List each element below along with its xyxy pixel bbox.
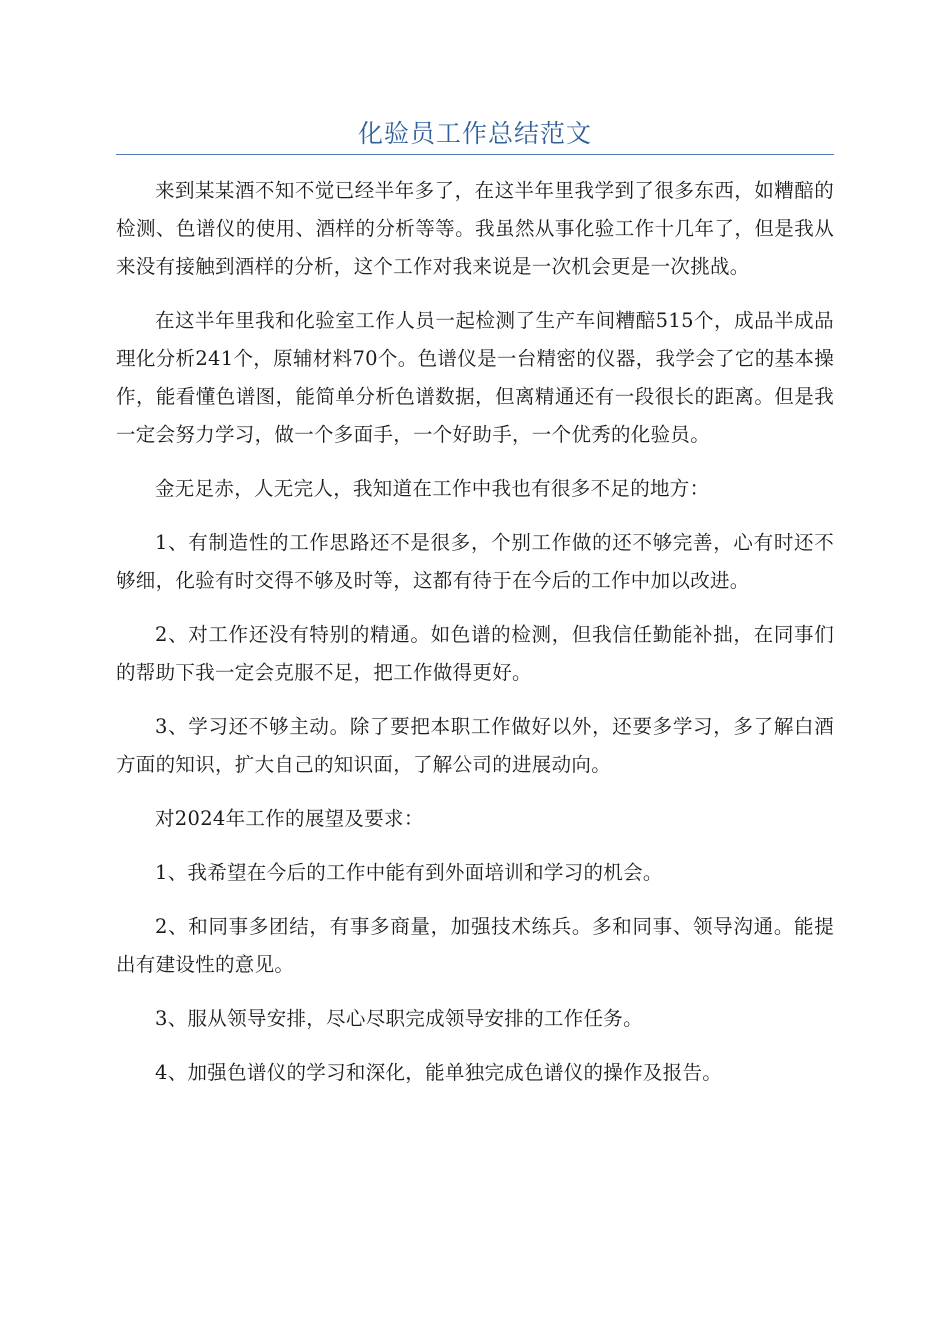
paragraph-shortcoming-2: 2、对工作还没有特别的精通。如色谱的检测，但我信任勤能补拙，在同事们的帮助下我一定会克服不足，把工作做得更好。 <box>116 623 834 684</box>
paragraph-intro: 来到某某酒不知不觉已经半年多了，在这半年里我学到了很多东西，如糟醅的检测、色谱仪的使用、酒样的分析等等。我虽然从事化验工作十几年了，但是我从来没有接触到酒样的分析，这个工作对我来说是一次机会更是一次挑战。 <box>116 179 834 278</box>
paragraph-outlook-heading: 对2024年工作的展望及要求： <box>155 807 424 830</box>
paragraph-outlook-3: 3、服从领导安排，尽心尽职完成领导安排的工作任务。 <box>155 1007 643 1030</box>
document-page <box>116 0 834 1344</box>
document-body <box>116 172 834 1108</box>
paragraph-outlook-2: 2、和同事多团结，有事多商量，加强技术练兵。多和同事、领导沟通。能提出有建设性的意见。 <box>116 915 834 976</box>
paragraph-work-summary: 在这半年里我和化验室工作人员一起检测了生产车间糟醅515个，成品半成品理化分析241个，原辅材料70个。色谱仪是一台精密的仪器，我学会了它的基本操作，能看懂色谱图，能简单分析色谱数据，但离精通还有一段很长的距离。但是我一定会努力学习，做一个多面手，一个好助手，一个优秀的化验员。 <box>116 309 834 446</box>
paragraph-shortcoming-1: 1、有制造性的工作思路还不是很多，个别工作做的还不够完善，心有时还不够细，化验有时交得不够及时等，这都有待于在今后的工作中加以改进。 <box>116 531 834 592</box>
paragraph-shortcomings-heading: 金无足赤，人无完人，我知道在工作中我也有很多不足的地方： <box>155 477 710 500</box>
paragraph-outlook-1: 1、我希望在今后的工作中能有到外面培训和学习的机会。 <box>155 861 663 884</box>
title-underline <box>116 154 834 155</box>
paragraph-shortcoming-3: 3、学习还不够主动。除了要把本职工作做好以外，还要多学习，多了解白酒方面的知识，扩大自己的知识面，了解公司的进展动向。 <box>116 715 834 776</box>
paragraph-outlook-4: 4、加强色谱仪的学习和深化，能单独完成色谱仪的操作及报告。 <box>155 1061 723 1084</box>
document-title: 化验员工作总结范文 <box>357 119 592 148</box>
